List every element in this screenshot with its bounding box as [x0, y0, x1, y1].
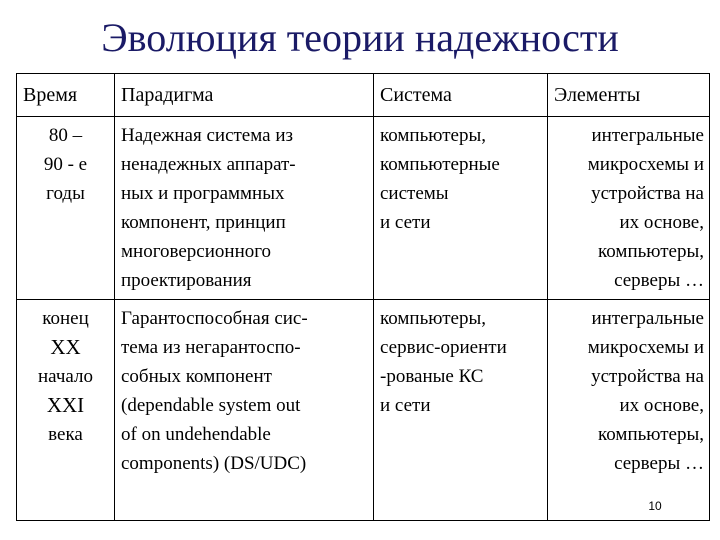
elements-line: их основе,: [619, 212, 704, 233]
elements-line: интегральные: [591, 125, 704, 146]
table-row: [17, 117, 710, 300]
paradigm-line: проектирования: [121, 270, 252, 291]
system-line: компьютерные: [380, 154, 500, 175]
paradigm-line: ненадежных аппарат-: [121, 154, 296, 175]
elements-line: компьютеры,: [598, 424, 704, 445]
time-line: XX: [50, 335, 81, 359]
elements-line: их основе,: [619, 395, 704, 416]
paradigm-cell: [115, 300, 374, 521]
paradigm-line: собных компонент: [121, 366, 272, 387]
elements-line: устройства на: [591, 183, 704, 204]
header-elements: Элементы: [554, 83, 641, 106]
paradigm-line: Гарантоспособная сис-: [121, 308, 308, 329]
elements-line: серверы …: [614, 270, 704, 291]
page-number: 10: [648, 499, 662, 513]
slide-title: Эволюция теории надежности: [101, 15, 619, 60]
system-line: компьютеры,: [380, 308, 486, 329]
header-paradigm-cell: [115, 74, 374, 117]
time-line: годы: [46, 183, 85, 204]
paradigm-line: components) (DS/UDC): [121, 453, 307, 474]
header-system: Система: [380, 83, 452, 106]
table-header-row: [17, 74, 710, 117]
header-elements-cell: [548, 74, 710, 117]
elements-line: микросхемы и: [587, 337, 704, 358]
system-line: сервис-ориенти: [380, 337, 507, 358]
system-line: системы: [380, 183, 449, 204]
header-time: Время: [23, 83, 78, 106]
paradigm-line: Надежная система из: [121, 125, 293, 146]
paradigm-cell: [115, 117, 374, 300]
time-cell: [17, 300, 115, 521]
time-line: 80 –: [48, 125, 83, 146]
time-line: начало: [38, 366, 93, 387]
elements-line: компьютеры,: [598, 241, 704, 262]
system-cell: [374, 300, 548, 521]
time-line: века: [48, 424, 83, 445]
elements-cell: [548, 300, 710, 521]
time-cell: [17, 117, 115, 300]
time-line: XXI: [46, 393, 85, 417]
header-system-cell: [374, 74, 548, 117]
elements-line: интегральные: [591, 308, 704, 329]
system-line: компьютеры,: [380, 125, 486, 146]
elements-line: серверы …: [614, 453, 704, 474]
paradigm-line: of on undehendable: [121, 424, 271, 445]
paradigm-line: ных и программных: [121, 183, 285, 204]
system-line: -рованые КС: [380, 366, 484, 387]
paradigm-line: компонент, принцип: [121, 212, 286, 233]
system-cell: [374, 117, 548, 300]
header-paradigm: Парадигма: [121, 83, 214, 106]
elements-cell: [548, 117, 710, 300]
header-time-cell: [17, 74, 115, 117]
reliability-evolution-table: [16, 73, 710, 521]
system-line: и сети: [380, 212, 431, 233]
paradigm-line: (dependable system out: [121, 395, 301, 416]
table-row: [17, 300, 710, 521]
system-line: и сети: [380, 395, 431, 416]
paradigm-line: тема из негарантоспо-: [121, 337, 301, 358]
paradigm-line: многоверсионного: [121, 241, 272, 262]
time-line: конец: [42, 308, 89, 329]
elements-line: микросхемы и: [587, 154, 704, 175]
time-line: 90 - е: [43, 154, 88, 175]
elements-line: устройства на: [591, 366, 704, 387]
